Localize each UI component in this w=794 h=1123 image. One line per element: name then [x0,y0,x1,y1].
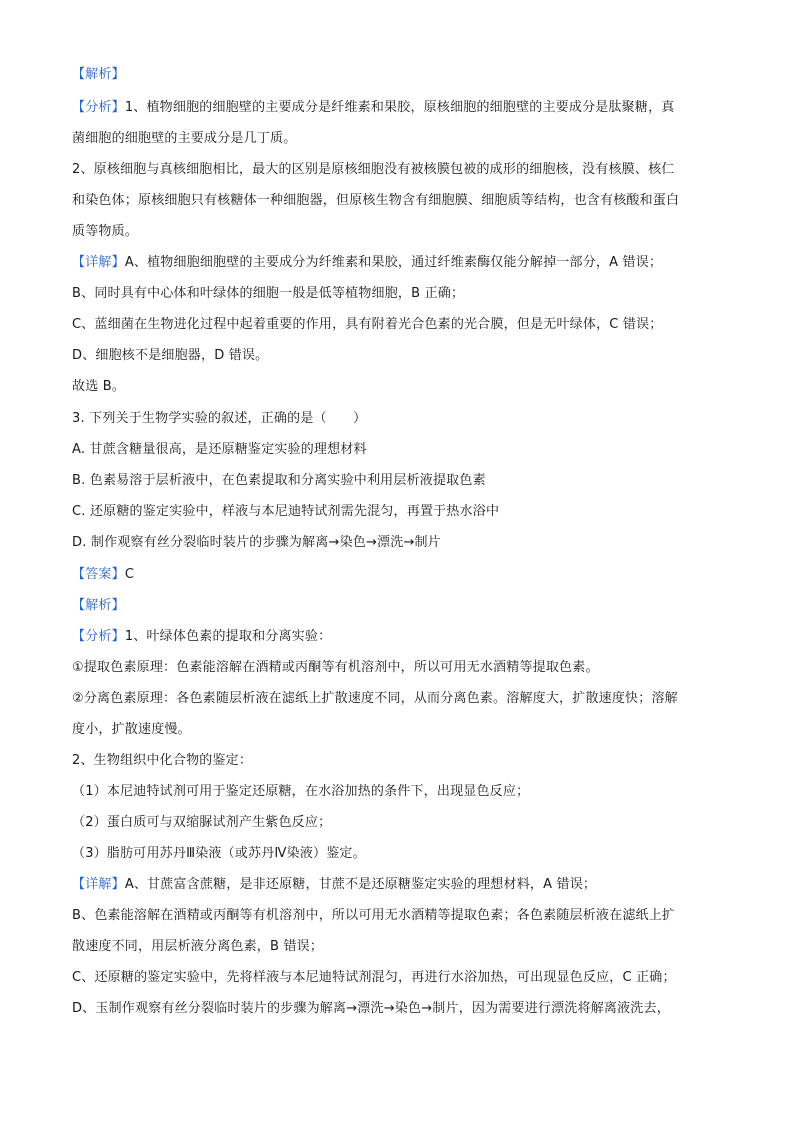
answer-value: C [124,567,135,582]
detail-tag: 【详解】 [72,877,125,892]
answer-line [72,566,724,584]
detail-paragraph [72,876,724,894]
text-line: 质等物质。 [72,224,139,239]
detail-text: A、甘蔗富含蔗糖，是非还原糖，甘蔗不是还原糖鉴定实验的理想材料，A 错误； [124,877,597,892]
list-item: （2）蛋白质可与双缩脲试剂产生紫色反应； [72,815,332,830]
analysis-text: 1、叶绿体色素的提取和分离实验： [124,629,332,644]
text-line: 菌细胞的细胞壁的主要成分是几丁质。 [72,131,297,146]
detail-option-d: D、玉制作观察有丝分裂临时装片的步骤为解离→漂洗→染色→制片，因为需要进行漂洗将解离液洗去， [72,1001,670,1016]
question-option-a: A. 甘蔗含糖量很高，是还原糖鉴定实验的理想材料 [72,442,367,457]
text-line: 2、生物组织中化合物的鉴定： [72,753,253,768]
text-line: 2、原核细胞与真核细胞相比，最大的区别是原核细胞没有被核膜包被的成形的细胞核，没有核膜、核仁 [72,162,675,177]
question-option-c: C. 还原糖的鉴定实验中，样液与本尼迪特试剂需先混匀，再置于热水浴中 [72,504,500,519]
detail-option-d: D、细胞核不是细胞器，D 错误。 [72,348,269,363]
text-line: 散速度不同，用层析液分离色素，B 错误； [72,939,324,954]
detail-option-b: B、色素能溶解在酒精或丙酮等有机溶剂中，所以可用无水酒精等提取色素；各色素随层析液在滤纸上扩 [72,908,676,923]
conclusion: 故选 B。 [72,379,126,394]
text-line: ②分离色素原理：各色素随层析液在滤纸上扩散速度不同，从而分离色素。溶解度大，扩散速度快；溶解 [72,691,678,706]
text-line: ①提取色素原理：色素能溶解在酒精或丙酮等有机溶剂中，所以可用无水酒精等提取色素。 [72,660,599,675]
detail-option-c: C、还原糖的鉴定实验中，先将样液与本尼迪特试剂混匀，再进行水浴加热，可出现显色反应，C 正确； [72,970,676,985]
detail-paragraph [72,254,724,272]
text-line: 度小，扩散速度慢。 [72,722,191,737]
list-item: （1）本尼迪特试剂可用于鉴定还原糖，在水浴加热的条件下，出现显色反应； [72,784,530,799]
section-heading-jiexi: 【解析】 [72,67,125,82]
question-option-b: B. 色素易溶于层析液中，在色素提取和分离实验中利用层析液提取色素 [72,473,486,488]
detail-option-c: C、蓝细菌在生物进化过程中起着重要的作用，具有附着光合色素的光合膜，但是无叶绿体，C 错误； [72,317,663,332]
analysis-text: 1、植物细胞的细胞壁的主要成分是纤维素和果胶，原核细胞的细胞壁的主要成分是肽聚糖，真 [124,100,675,115]
list-item: （3）脂肪可用苏丹Ⅲ染液（或苏丹Ⅳ染液）鉴定。 [72,846,366,861]
question-stem: 3. 下列关于生物学实验的叙述，正确的是（ ） [72,411,367,426]
detail-tag: 【详解】 [72,255,125,270]
analysis-tag: 【分析】 [72,629,125,644]
detail-text: A、植物细胞细胞壁的主要成分为纤维素和果胶，通过纤维素酶仅能分解掉一部分，A 错误； [124,255,663,270]
answer-tag: 【答案】 [72,567,125,582]
analysis-paragraph [72,628,724,646]
text-line: 和染色体；原核细胞只有核糖体一种细胞器，但原核生物含有细胞膜、细胞质等结构，也含有核酸和蛋白 [72,193,680,208]
analysis-tag: 【分析】 [72,100,125,115]
detail-option-b: B、同时具有中心体和叶绿体的细胞一般是低等植物细胞，B 正确； [72,286,465,301]
analysis-paragraph [72,99,724,117]
question-option-d: D. 制作观察有丝分裂临时装片的步骤为解离→染色→漂洗→制片 [72,535,441,550]
section-heading-jiexi: 【解析】 [72,598,125,613]
